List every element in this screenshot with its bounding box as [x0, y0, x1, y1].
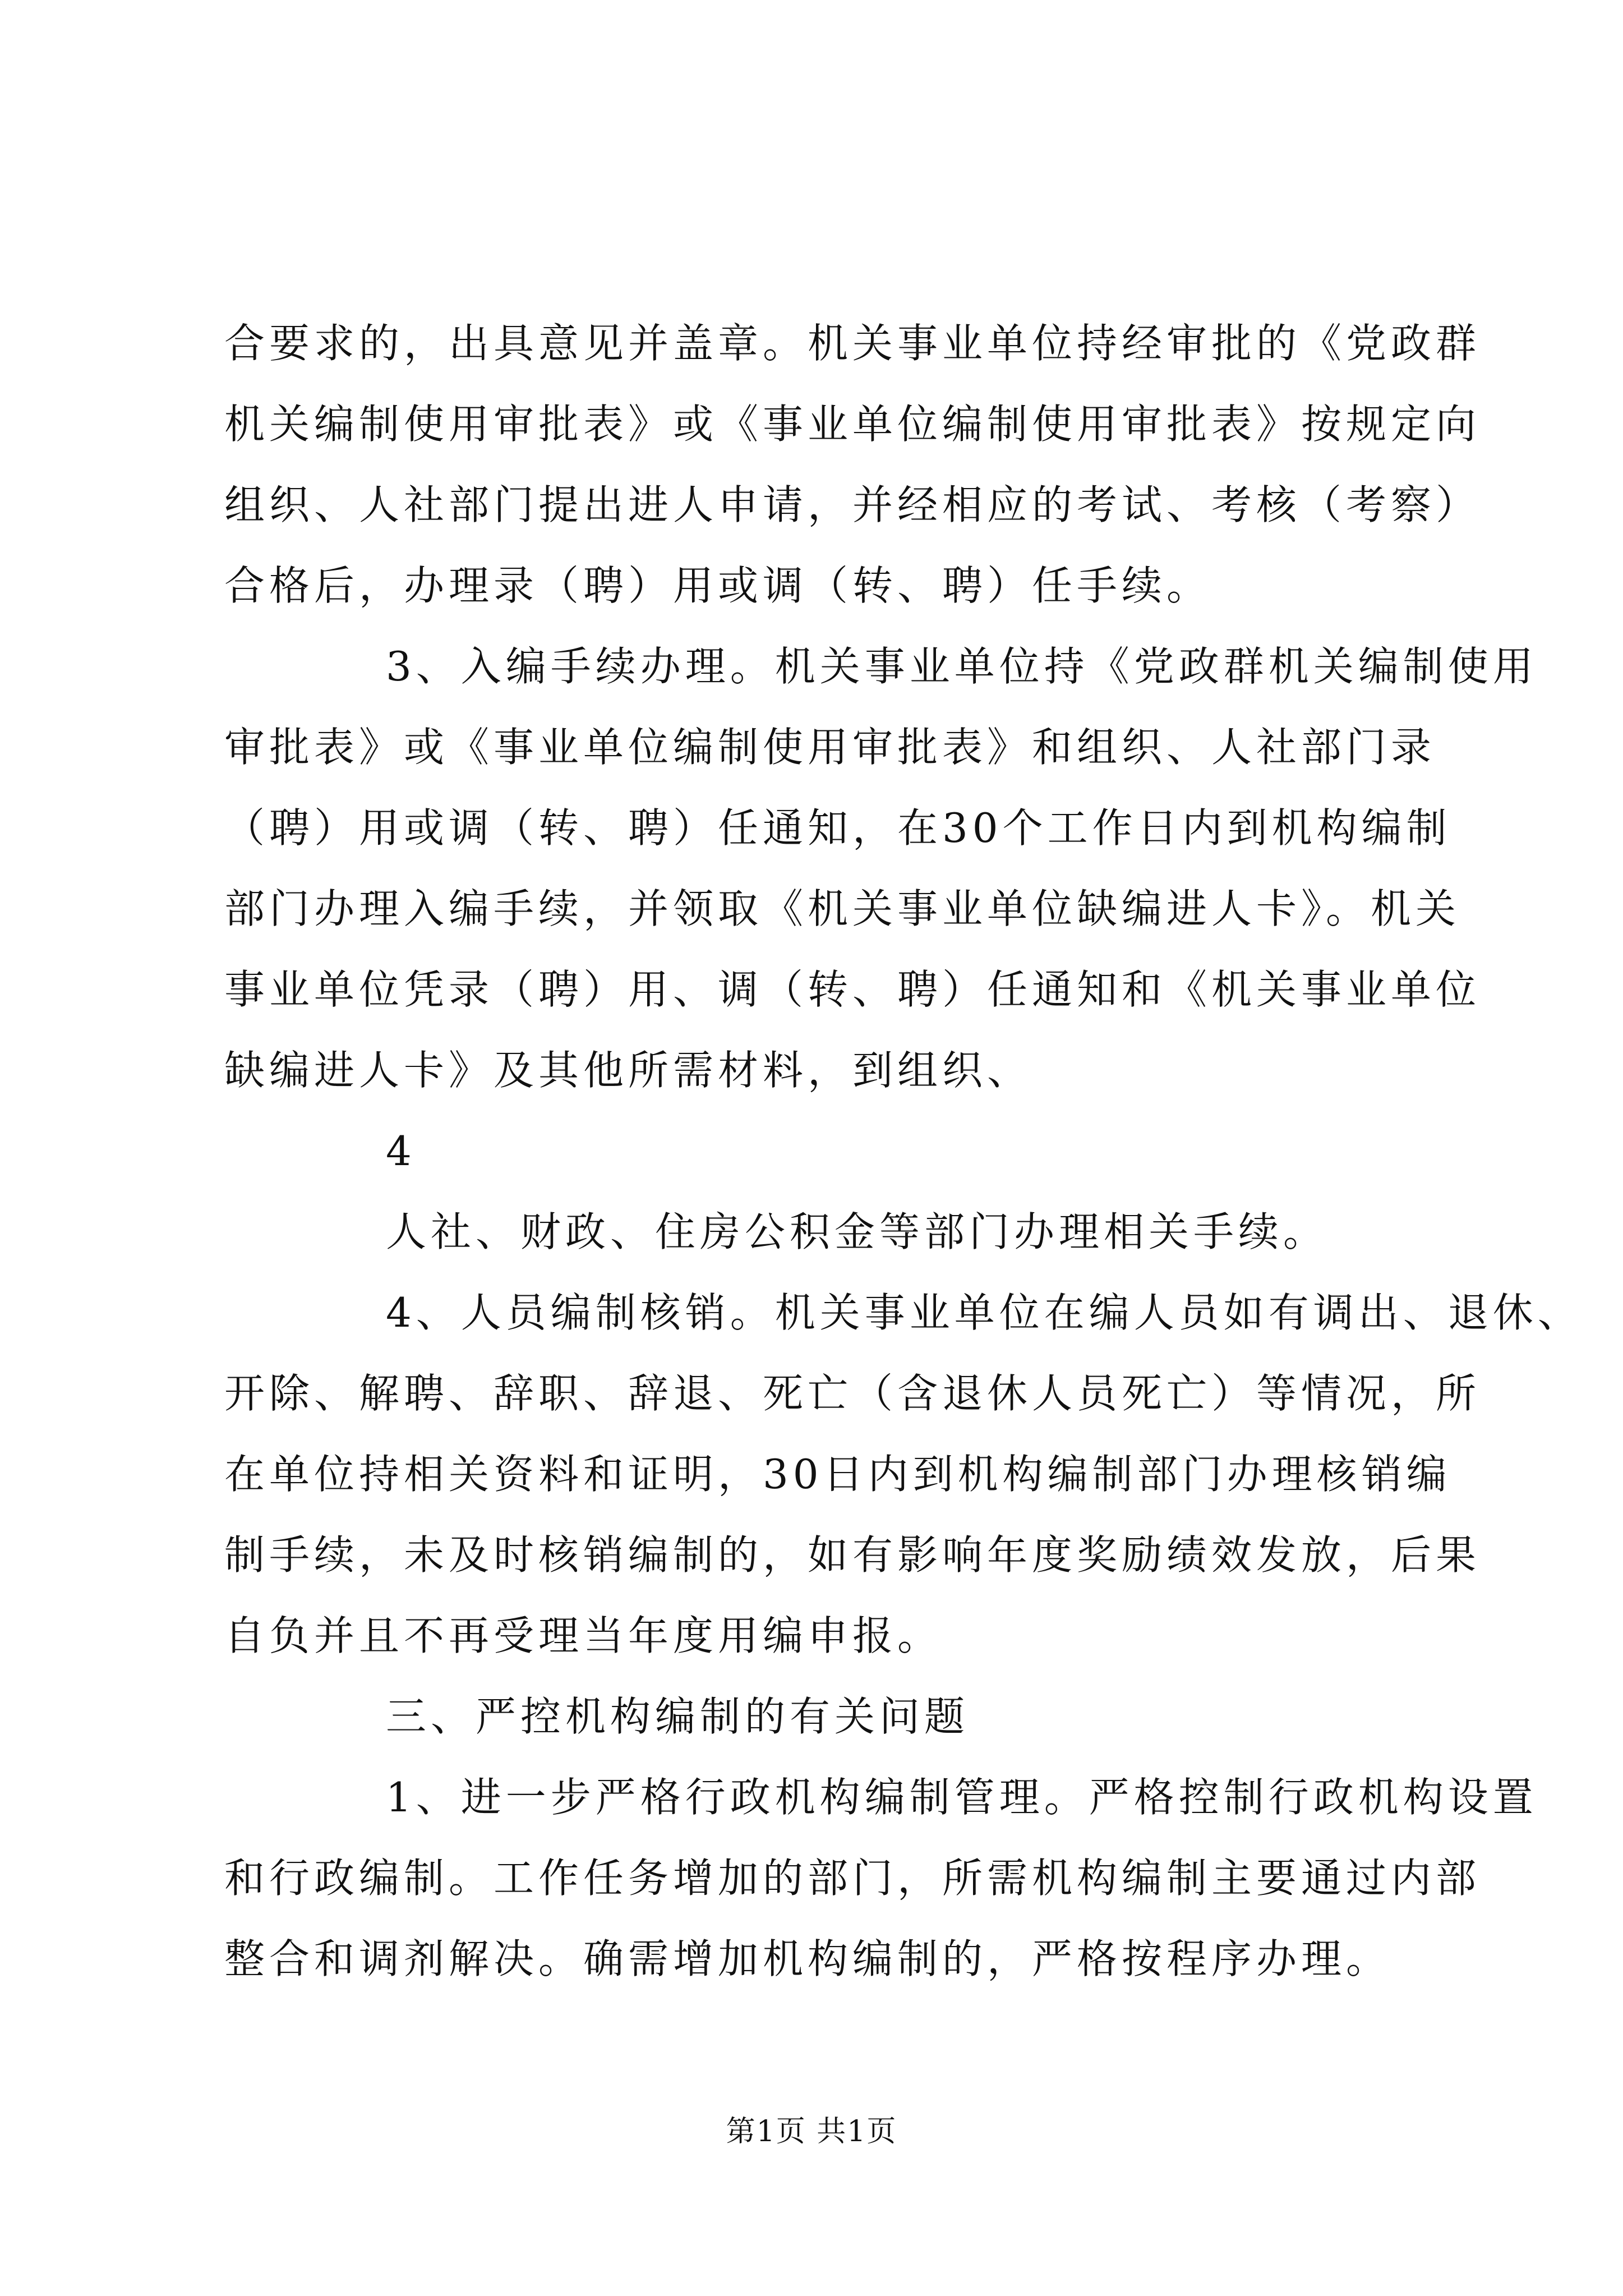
- text-line: 4、人员编制核销。机关事业单位在编人员如有调出、退休、: [386, 1289, 1583, 1336]
- inline-page-marker: 4: [386, 1128, 416, 1175]
- text-line: 缺编进人卡》及其他所需材料，到组织、: [224, 1047, 1032, 1094]
- text-line: 在单位持相关资料和证明，30日内到机构编制部门办理核销编: [224, 1451, 1451, 1498]
- text-line: 整合和调剂解决。确需增加机构编制的，严格按程序办理。: [224, 1935, 1391, 1982]
- text-line: 审批表》或《事业单位编制使用审批表》和组织、人社部门录: [224, 724, 1436, 771]
- page-footer-number: 第1页 共1页: [726, 2115, 897, 2148]
- document-body: [224, 303, 1583, 1999]
- text-line: 1、进一步严格行政机构编制管理。严格控制行政机构设置: [386, 1774, 1538, 1821]
- text-line: 组织、人社部门提出进人申请，并经相应的考试、考核（考察）: [224, 481, 1481, 528]
- text-line: 制手续，未及时核销编制的，如有影响年度奖励绩效发放，后果: [224, 1531, 1481, 1579]
- text-line: （聘）用或调（转、聘）任通知，在30个工作日内到机构编制: [224, 804, 1451, 852]
- text-line: 和行政编制。工作任务增加的部门，所需机构编制主要通过内部: [224, 1855, 1481, 1902]
- text-line: 人社、财政、住房公积金等部门办理相关手续。: [386, 1208, 1329, 1255]
- text-line: 开除、解聘、辞职、辞退、死亡（含退休人员死亡）等情况，所: [224, 1370, 1481, 1417]
- text-line: 合格后，办理录（聘）用或调（转、聘）任手续。: [224, 562, 1212, 609]
- text-line: 事业单位凭录（聘）用、调（转、聘）任通知和《机关事业单位: [224, 966, 1481, 1013]
- text-line: 3、入编手续办理。机关事业单位持《党政群机关编制使用: [386, 643, 1538, 690]
- text-line: 合要求的，出具意见并盖章。机关事业单位持经审批的《党政群: [224, 320, 1481, 367]
- section-heading: 三、严控机构编制的有关问题: [386, 1693, 970, 1740]
- text-line: 机关编制使用审批表》或《事业单位编制使用审批表》按规定向: [224, 401, 1481, 448]
- text-line: 自负并且不再受理当年度用编申报。: [224, 1612, 943, 1659]
- text-line: 部门办理入编手续，并领取《机关事业单位缺编进人卡》。机关: [224, 885, 1461, 932]
